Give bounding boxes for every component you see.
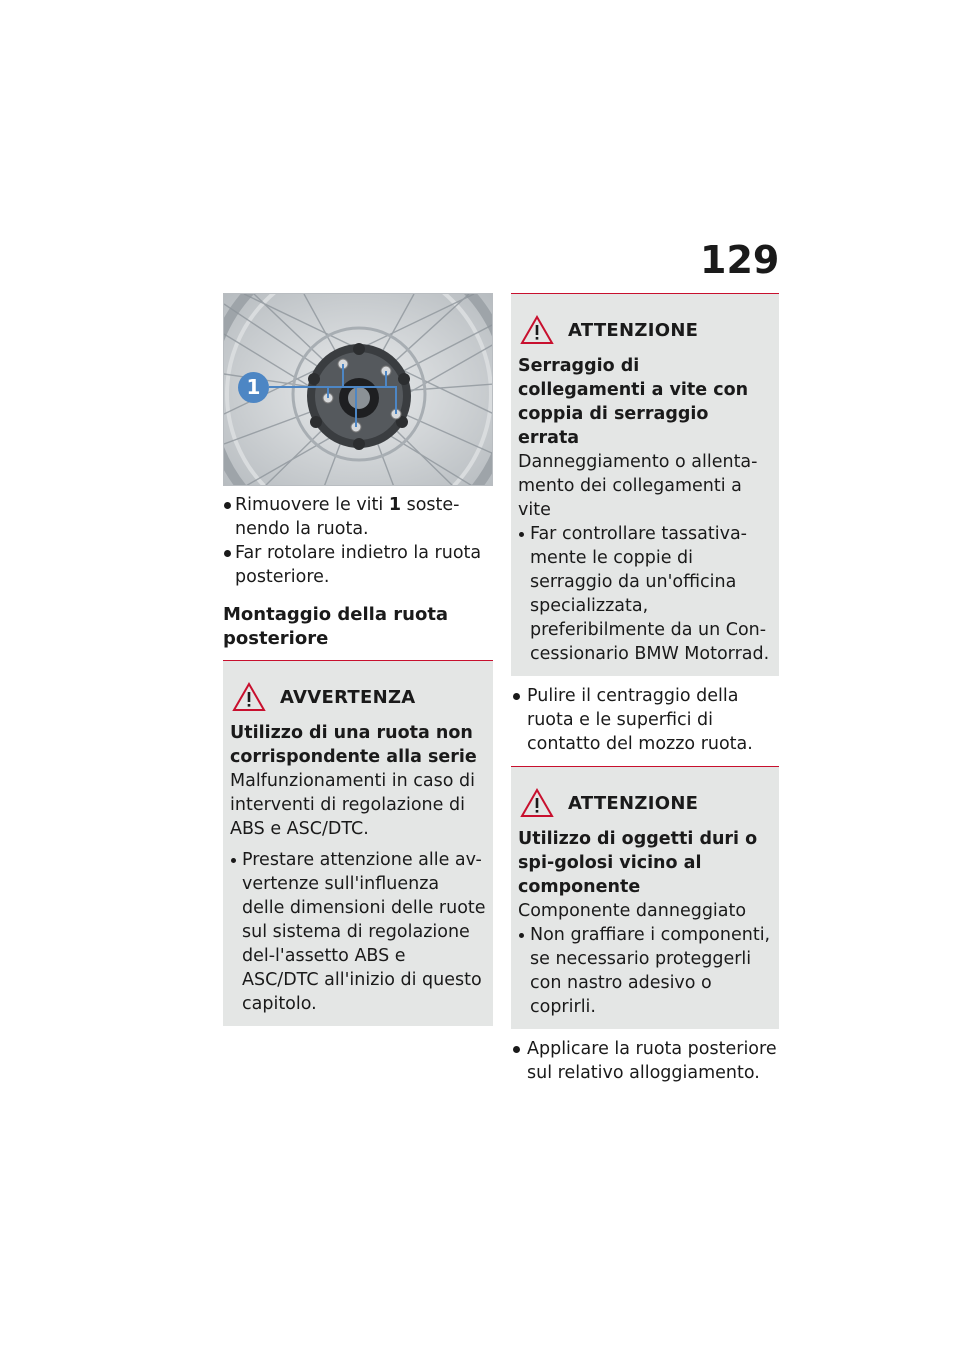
wheel-hub-photo: [223, 293, 493, 486]
notice-text: Danneggiamento o allenta-mento dei collegamenti a vite: [518, 452, 758, 520]
page-number: 129: [700, 238, 780, 282]
notice-title: AVVERTENZA: [280, 686, 416, 708]
notice-text: Malfunzionamenti in caso di interventi di regolazione di ABS e ASC/DTC.: [230, 771, 476, 839]
notice-title: ATTENZIONE: [568, 792, 699, 814]
notice-subtitle: Serraggio di collegamenti a vite con coppia di serraggio errata: [518, 356, 749, 448]
warning-triangle-icon: [520, 315, 554, 345]
notice-bullets: [518, 923, 772, 1019]
step-list: [511, 1037, 779, 1085]
section-title: Montaggio della ruota posteriore: [223, 603, 493, 661]
step-list: [511, 684, 779, 756]
warning-triangle-icon: [520, 788, 554, 818]
list-item: Pulire il centraggio della ruota e le superfici di contatto del mozzo ruota.: [511, 684, 779, 756]
right-column: [511, 293, 779, 1095]
left-column: [223, 293, 493, 1026]
caution-box-torque: [511, 293, 779, 676]
list-item: Non graffiare i componenti, se necessario proteggerli con nastro adesivo o coprirli.: [518, 923, 772, 1019]
list-item: Far rotolare indietro la ruota posteriore.: [223, 541, 493, 589]
list-item: Prestare attenzione alle av-vertenze sull'influenza delle dimensioni delle ruote sul sistema di regolazione del-l'assetto ABS e ASC/DTC all'inizio di questo capitolo.: [230, 848, 486, 1016]
notice-text: Componente danneggiato: [518, 901, 747, 921]
notice-subtitle: Utilizzo di oggetti duri o spi-golosi vicino al componente: [518, 829, 758, 897]
notice-bullets: [230, 848, 486, 1016]
list-item: Rimuovere le viti 1 soste-nendo la ruota.: [223, 493, 493, 541]
removal-steps: [223, 493, 493, 589]
warning-box: [223, 661, 493, 1026]
list-item: Far controllare tassativa-mente le coppie di serraggio da un'officina specializzata, preferibilmente da un Con-cessionario BMW Motorrad.: [518, 522, 772, 666]
notice-title: ATTENZIONE: [568, 319, 699, 341]
notice-subtitle: Utilizzo di una ruota non corrispondente alla serie: [230, 723, 477, 767]
warning-triangle-icon: [232, 682, 266, 712]
caution-box-scratch: [511, 766, 779, 1029]
callout-1: 1: [238, 372, 269, 403]
notice-bullets: [518, 522, 772, 666]
list-item: Applicare la ruota posteriore sul relativo alloggiamento.: [511, 1037, 779, 1085]
